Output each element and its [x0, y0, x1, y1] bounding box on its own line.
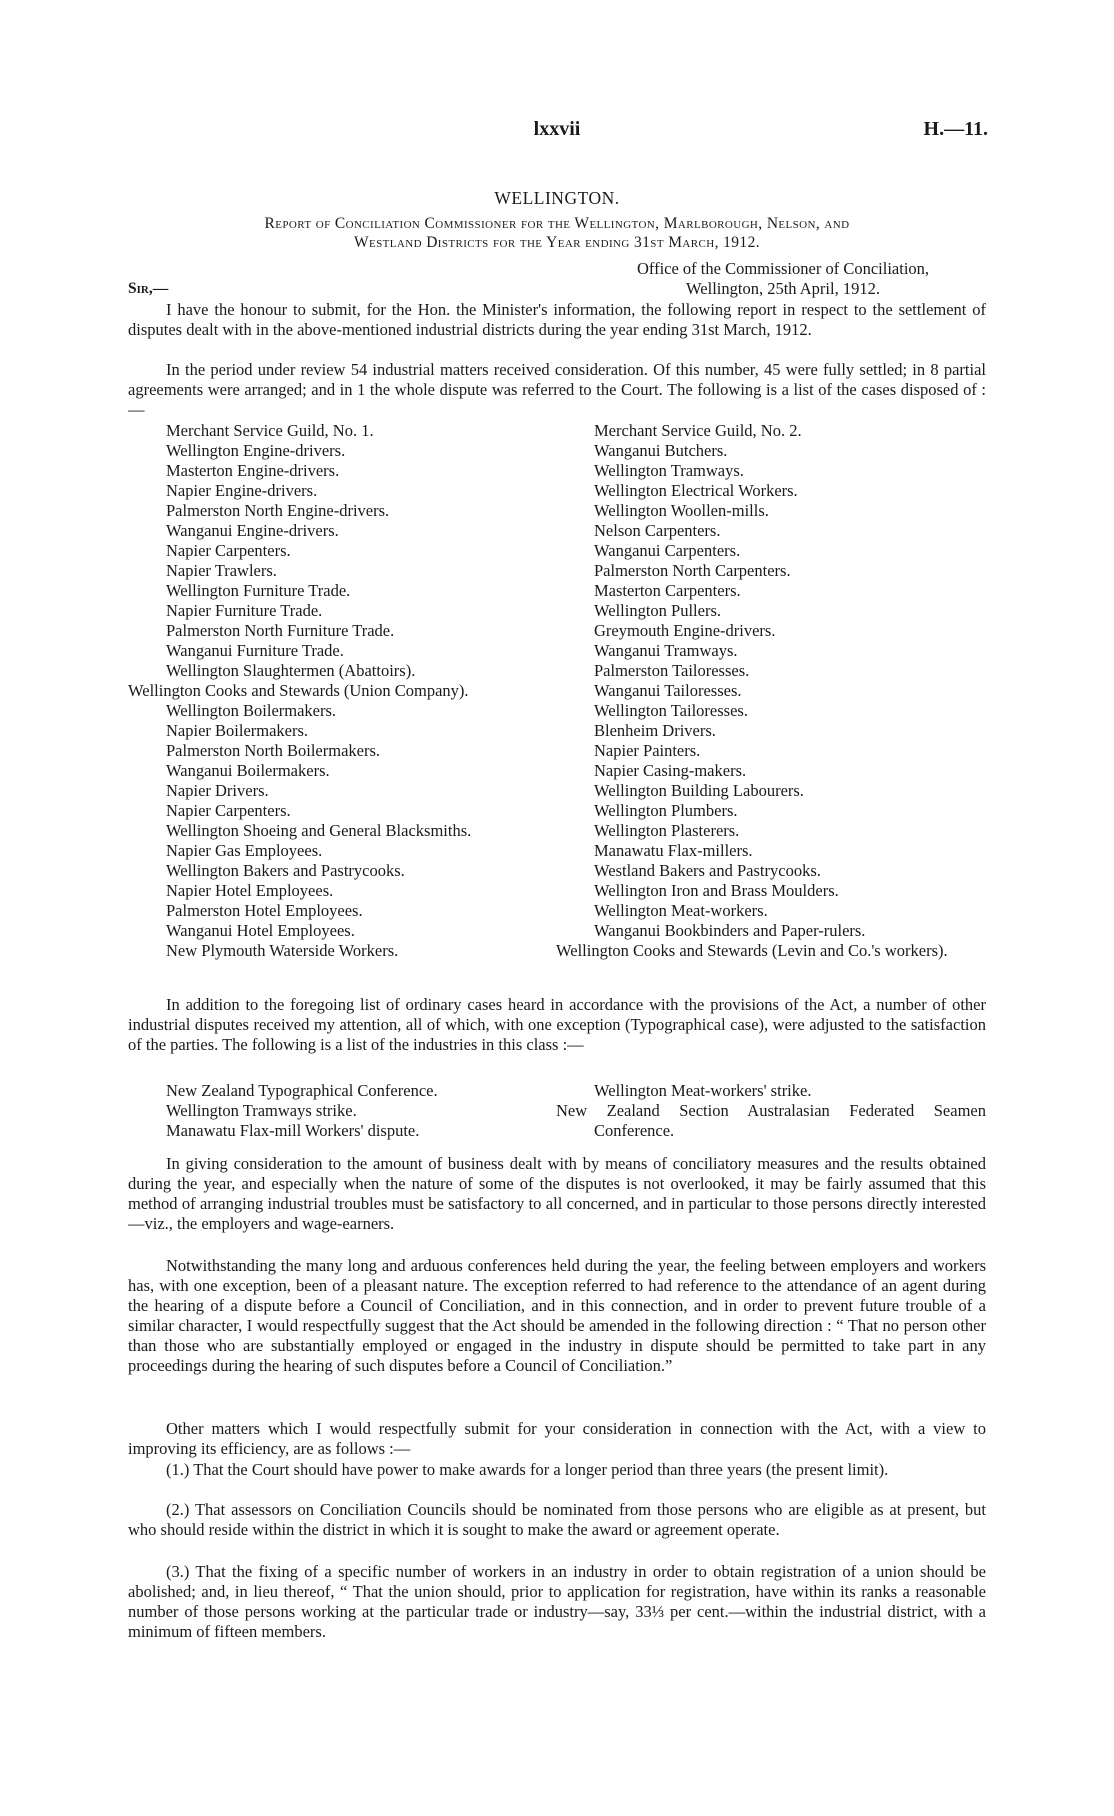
list-item: Merchant Service Guild, No. 2. [594, 421, 802, 440]
other-disputes-right [556, 1081, 986, 1141]
list-item: Wellington Pullers. [594, 601, 721, 620]
list-item: Masterton Engine-drivers. [166, 461, 340, 480]
list-item: New Plymouth Waterside Workers. [166, 941, 399, 960]
paragraph-amendment: Notwithstanding the many long and arduous conferences held during the year, the feeling between employers and workers has, with one exception, been of a pleasant nature. The exception referred to had reference to the attendance of an agent during the hearing of a dispute before a Council of Conciliation, and in this connection, and in order to prevent future trouble of a similar character, I would respectfully suggest that the Act should be amended in the following direction : “ That no person other than those who are substantially employed or engaged in the industry in dispute should be permitted to take part in any proceedings during the hearing of such disputes before a Council of Conciliation.” [128, 1256, 986, 1375]
list-item: Napier Engine-drivers. [166, 481, 318, 500]
recommendation-2: (2.) That assessors on Conciliation Councils should be nominated from those persons who are eligible as at present, but who should reside within the district in which it is sought to make the award or agreement operate. [128, 1500, 986, 1539]
list-item: Wanganui Engine-drivers. [166, 521, 339, 540]
recommendation-1: (1.) That the Court should have power to make awards for a longer period than three years (the present limit). [166, 1460, 889, 1479]
list-item: Wanganui Bookbinders and Paper-rulers. [594, 921, 866, 940]
list-item: Wellington Building Labourers. [594, 781, 804, 800]
list-item: Wellington Furniture Trade. [166, 581, 351, 600]
list-item: Napier Hotel Employees. [166, 881, 334, 900]
list-item: Palmerston North Carpenters. [594, 561, 791, 580]
list-item: Wellington Plasterers. [594, 821, 740, 840]
list-item: Wanganui Carpenters. [594, 541, 741, 560]
list-item: Wanganui Tramways. [594, 641, 738, 660]
list-item: Greymouth Engine-drivers. [594, 621, 776, 640]
list-item: Wellington Tramways. [594, 461, 744, 480]
recommendation-3: (3.) That the fixing of a specific number of workers in an industry in order to obtain registration of a union should be abolished; and, in lieu thereof, “ That the union should, prior to application for registration, have within its ranks a reasonable number of those persons working at the particular trade or industry—say, 33⅓ per cent.—within the industrial district, with a minimum of fifteen members. [128, 1562, 986, 1641]
paragraph-conciliation-results: In giving consideration to the amount of business dealt with by means of conciliatory measures and the results obtained during the year, and especially when the nature of some of the disputes is not overlooked, it may be fairly assumed that this method of arranging industrial troubles must be satisfactory to all concerned, and in particular to those persons directly interested—viz., the employers and wage-earners. [128, 1154, 986, 1233]
list-item: Wellington Electrical Workers. [594, 481, 798, 500]
list-item: Napier Furniture Trade. [166, 601, 323, 620]
list-item: Blenheim Drivers. [594, 721, 716, 740]
list-item: New Zealand Section Australasian Federated Seamen Conference. [556, 1101, 986, 1140]
list-item: Wellington Cooks and Stewards (Union Company). [128, 681, 469, 700]
list-item: Napier Carpenters. [166, 541, 291, 560]
cases-list-left [128, 421, 556, 961]
report-subtitle-line2: Westland Districts for the Year ending 31st March, 1912. [354, 234, 760, 251]
list-item: Manawatu Flax-mill Workers' dispute. [166, 1121, 420, 1140]
list-item: Wellington Engine-drivers. [166, 441, 346, 460]
list-item: Wellington Bakers and Pastrycooks. [166, 861, 405, 880]
list-item: Palmerston North Furniture Trade. [166, 621, 395, 640]
list-item: Wellington Boilermakers. [166, 701, 337, 720]
list-item: Wellington Shoeing and General Blacksmiths. [166, 821, 472, 840]
document-code: H.—11. [923, 118, 988, 140]
office-date-line: Wellington, 25th April, 1912. [686, 279, 880, 298]
list-item: Wanganui Furniture Trade. [166, 641, 344, 660]
list-item: Napier Boilermakers. [166, 721, 309, 740]
list-item: Wellington Woollen-mills. [594, 501, 769, 520]
paragraph-summary: In the period under review 54 industrial matters received consideration. Of this number, 45 were fully settled; in 8 partial agreements were arranged; and in 1 the whole dispute was referred to the Court. The following is a list of the cases disposed of :— [128, 360, 986, 419]
list-item: Wanganui Tailoresses. [594, 681, 742, 700]
list-item: Napier Casing-makers. [594, 761, 747, 780]
list-item: Napier Painters. [594, 741, 701, 760]
list-item: Wanganui Hotel Employees. [166, 921, 355, 940]
paragraph-intro: I have the honour to submit, for the Hon. the Minister's information, the following report in respect to the settlement of disputes dealt with in the above-mentioned industrial districts during the year ending 31st March, 1912. [128, 300, 986, 339]
list-item: Wellington Tramways strike. [166, 1101, 357, 1120]
list-item: Wanganui Boilermakers. [166, 761, 330, 780]
salutation: Sir,— [128, 280, 169, 297]
list-item: Palmerston Tailoresses. [594, 661, 750, 680]
list-item: Palmerston North Boilermakers. [166, 741, 381, 760]
paragraph-other-matters: Other matters which I would respectfully submit for your consideration in connection with the Act, with a view to improving its efficiency, are as follows :— [128, 1419, 986, 1458]
paragraph-other-disputes: In addition to the foregoing list of ordinary cases heard in accordance with the provisions of the Act, a number of other industrial disputes received my attention, all of which, with one exception (Typographical case), were adjusted to the satisfaction of the parties. The following is a list of the industries in this class :— [128, 995, 986, 1054]
list-item: Wellington Cooks and Stewards (Levin and Co.'s workers). [556, 941, 948, 960]
list-item: Palmerston Hotel Employees. [166, 901, 363, 920]
other-disputes-left [166, 1081, 556, 1141]
list-item: Napier Drivers. [166, 781, 269, 800]
list-item: Wellington Iron and Brass Moulders. [594, 881, 839, 900]
list-item: Wellington Meat-workers' strike. [594, 1081, 812, 1100]
list-item: Wellington Tailoresses. [594, 701, 748, 720]
cases-list-right [556, 421, 986, 961]
list-item: Napier Carpenters. [166, 801, 291, 820]
list-item: Wellington Plumbers. [594, 801, 738, 820]
office-line1: Office of the Commissioner of Conciliation, [636, 259, 930, 278]
page-number: lxxvii [533, 118, 581, 140]
list-item: New Zealand Typographical Conference. [166, 1081, 438, 1100]
list-item: Palmerston North Engine-drivers. [166, 501, 390, 520]
section-title: WELLINGTON. [494, 188, 620, 208]
list-item: Westland Bakers and Pastrycooks. [594, 861, 821, 880]
list-item: Wanganui Butchers. [594, 441, 728, 460]
list-item: Wellington Slaughtermen (Abattoirs). [166, 661, 416, 680]
list-item: Merchant Service Guild, No. 1. [166, 421, 374, 440]
list-item: Napier Gas Employees. [166, 841, 323, 860]
list-item: Masterton Carpenters. [594, 581, 741, 600]
list-item: Nelson Carpenters. [594, 521, 721, 540]
list-item: Wellington Meat-workers. [594, 901, 768, 920]
list-item: Napier Trawlers. [166, 561, 277, 580]
report-subtitle-line1: Report of Conciliation Commissioner for the Wellington, Marlborough, Nelson, and [264, 215, 850, 232]
list-item: Manawatu Flax-millers. [594, 841, 753, 860]
